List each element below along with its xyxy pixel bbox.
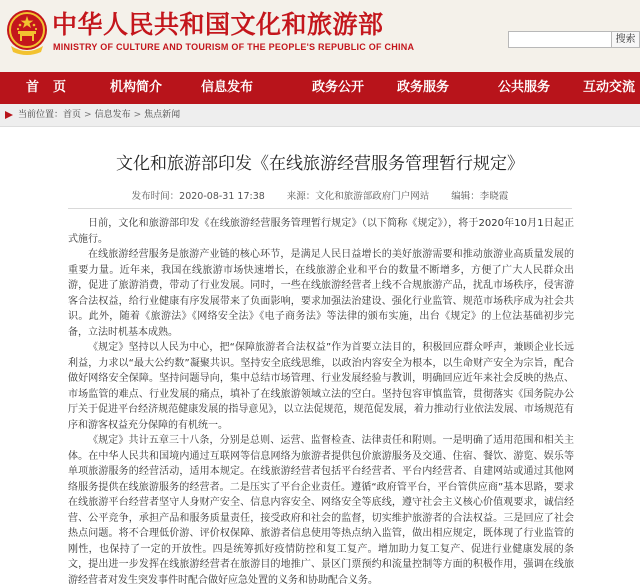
- article-paragraph: 在线旅游经营服务是旅游产业链的核心环节，是满足人民日益增长的美好旅游需要和推动旅游业高质量发展的重要力量。近年来，我国在线旅游市场快速增长，在线旅游企业和平台的数量不断增多，方便了广大人民群众出游，促进了旅游消费，带动了行业发展。同时，一些在线旅游经营者上线不合规旅游产品，扰乱市场秩序，侵害游客合法权益，给行业健康有序发展带来了负面影响，要求加强法治建设、强化行业监管、规范市场秩序成为社会共识。此外，随着《旅游法》《网络安全法》《电子商务法》等法律的颁布实施，出台《规定》的上位法基础初步完备，立法时机基本成熟。: [68, 249, 574, 338]
- breadcrumb-bar: [0, 104, 640, 127]
- main-nav: [0, 72, 640, 104]
- nav-item-gov-services[interactable]: 政务服务: [397, 80, 450, 95]
- breadcrumb-home[interactable]: 首页: [63, 110, 82, 120]
- article-paragraph: 日前，文化和旅游部印发《在线旅游经营服务管理暂行规定》（以下简称《规定》），将于2020年10月1日起正式施行。: [68, 218, 574, 245]
- publish-time: 发布时间：2020-08-31 17:38: [131, 191, 265, 202]
- article-paragraph: 《规定》共计五章三十八条，分别是总则、运营、监督检查、法律责任和附则。一是明确了适用范围和相关主体。在中华人民共和国境内通过互联网等信息网络为旅游者提供包价旅游服务及交通、住宿、餐饮、游览、娱乐等单项旅游服务的经营活动，适用本规定。在线旅游经营者包括平台经营者、平台内经营者、自建网站或通过其他网络服务提供在线旅游服务的经营者。二是压实了平台企业责任。遵循“政府管平台，平台管供应商”基本思路，要求在线旅游平台经营者坚守人身财产安全、信息内容安全、网络安全等底线，遵守社会主义核心价值观要求，诚信经营、公平竞争，承担产品和服务质量责任，接受政府和社会的监督，切实维护旅游者的合法权益。三是回应了社会热点问题。将不合理低价游、评价权保障、旅游者信息使用等热点纳入监管，做出相应规定，既体现了行业监管的刚性，也保持了一定的开放性。四是统筹抓好疫情防控和复工复产。增加助力复工复产、促进行业健康发展的条文，提出进一步发挥在线旅游经营者在旅游目的地推广、景区门票预约和流量控制等方面的积极作用，强调在线旅游经营者对发生突发事件时配合做好应急处置的义务和协助配合义务。: [68, 435, 574, 586]
- nav-item-about[interactable]: 机构简介: [110, 80, 163, 95]
- breadcrumb-separator: >: [133, 110, 142, 120]
- breadcrumb-focus-news[interactable]: 焦点新闻: [144, 110, 181, 120]
- nav-item-gov-affairs[interactable]: 政务公开: [312, 80, 365, 95]
- site-header: [0, 0, 640, 72]
- breadcrumb-separator: >: [84, 110, 92, 120]
- nav-item-interaction[interactable]: 互动交流: [583, 80, 636, 95]
- article-editor: 编辑：李晓霞: [451, 191, 509, 202]
- article-source: 来源：文化和旅游部政府门户网站: [286, 191, 430, 202]
- nav-item-home[interactable]: 首页: [26, 80, 81, 95]
- site-brand-subtitle: MINISTRY OF CULTURE AND TOURISM OF THE PEOPLE'S REPUBLIC OF CHINA: [53, 42, 415, 52]
- breadcrumb: [18, 104, 180, 127]
- nav-item-public-services[interactable]: 公共服务: [498, 80, 551, 95]
- article-paragraph: 《规定》坚持以人民为中心，把“保障旅游者合法权益”作为首要立法目的，积极回应群众呼声，兼顾企业长远利益，力求以“最大公约数”凝聚共识。坚持安全底线思维，以政治内容安全为根本，以生命财产安全为宗旨，配合做好网络安全保障。坚持问题导向，集中总结市场管理、行业发展经验与教训，明确回应近年来社会反映的热点、市场监管的难点、行业发展的痛点，填补了在线旅游领域立法的空白。坚持包容审慎监管，贯彻落实《国务院办公厅关于促进平台经济规范健康发展的指导意见》，以立法促规范，规范促发展，着力推动行业依法发展、市场规范有序和游客权益充分保障的有机统一。: [68, 342, 574, 431]
- breadcrumb-news[interactable]: 信息发布: [94, 110, 131, 120]
- nav-item-news[interactable]: 信息发布: [201, 80, 254, 95]
- breadcrumb-prefix: 当前位置：: [18, 110, 64, 120]
- title-divider: [68, 208, 572, 209]
- article-title: 文化和旅游部印发《在线旅游经营服务管理暂行规定》: [116, 154, 524, 174]
- search-input[interactable]: [508, 31, 612, 48]
- article-body: [68, 216, 574, 588]
- search-button[interactable]: 搜索: [612, 31, 640, 48]
- article-meta: [0, 188, 640, 202]
- national-emblem-icon[interactable]: [5, 8, 49, 56]
- location-icon: [5, 111, 13, 119]
- site-brand-title[interactable]: 中华人民共和国文化和旅游部: [52, 10, 384, 39]
